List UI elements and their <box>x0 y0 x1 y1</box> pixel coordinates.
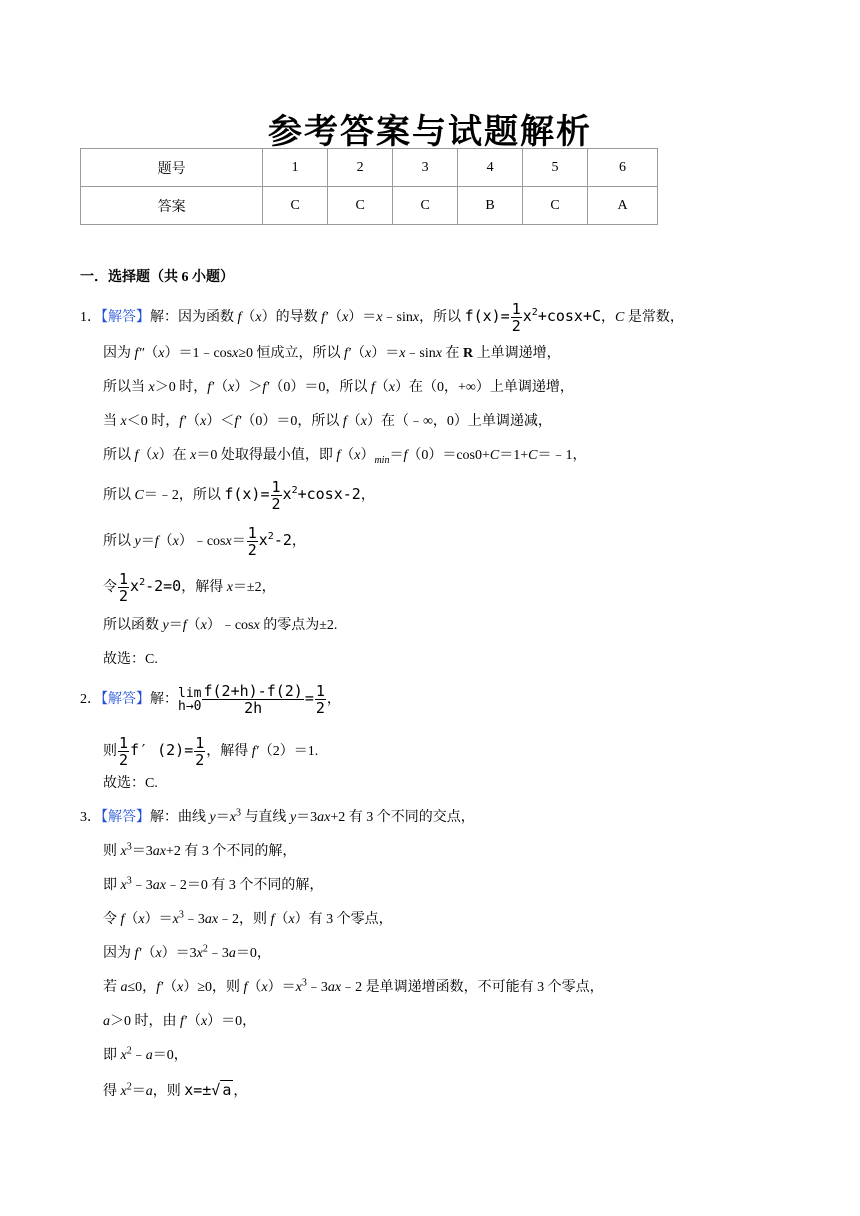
q3-line-5: 因为 $f'(x)=3x^2﹣3a=0$， <box>103 943 271 961</box>
question-number: 2． <box>80 692 101 708</box>
table-cell: C <box>523 187 588 225</box>
q3-line-3: 即 $x^3﹣3ax﹣2=0$ 有 3 个不同的解， <box>103 875 324 893</box>
q1-line-2: 因为 f″（x）＝1﹣cosx≥0 恒成立，所以 f′（x）＝x﹣sinx 在 R 上单调递增， <box>103 346 561 361</box>
question-number: 3． <box>80 810 101 825</box>
q1-line-3: 所以当 x＞0 时，f′（x）＞f′（0）＝0，所以 f（x）在（0，+∞）上单调递增， <box>103 380 574 395</box>
table-cell: B <box>458 187 523 225</box>
table-cell: 3 <box>393 149 458 187</box>
table-cell: 6 <box>588 149 658 187</box>
page-title: 参考答案与试题解析 <box>268 114 592 151</box>
table-cell: C <box>328 187 393 225</box>
q3-line-4: 令 $f(x)=x^3﹣3ax﹣2$，则 f（x）有 3 个零点， <box>103 909 393 927</box>
table-cell: 题号 <box>81 149 263 187</box>
answer-table <box>80 148 658 225</box>
section-title: 一．选择题（共 6 小题） <box>80 270 234 285</box>
q1-line-6: 所以 C＝﹣2，所以 f(x)= $\frac{1}{2}$ $x^2+\cos x-2$， <box>103 478 375 513</box>
table-cell: A <box>588 187 658 225</box>
question-number: 1． <box>80 310 101 326</box>
table-row <box>81 149 658 187</box>
q3-line-8: 即 $x^2﹣a=0$， <box>103 1045 188 1063</box>
answer-tag: 【解答】 <box>101 692 150 708</box>
table-cell: 5 <box>523 149 588 187</box>
table-cell: 答案 <box>81 187 263 225</box>
table-row <box>81 187 658 225</box>
q2-line-2: 则 $\frac{1}{2}$ f′ (2)= $\frac{1}{2}$ ，解得 f′（2）＝1. <box>103 734 319 769</box>
table-cell: C <box>263 187 328 225</box>
q3-line-1: 3．【解答】解：曲线 $y=x^3$ 与直线 y＝3ax+2 有 3 个不同的交点， <box>80 807 475 825</box>
q2-conclusion: 故选：C. <box>103 776 158 791</box>
q1-line-7: 所以 y＝f（x）﹣cosx＝ $\frac{1}{2}$ $x^2-2$， <box>103 524 306 559</box>
q1-conclusion: 故选：C. <box>103 652 158 667</box>
q3-line-7: a＞0 时，由 f′（x）＝0， <box>103 1014 257 1029</box>
q2-line-1: 2．【解答】解： lim h→0 $\frac{f(2+h)-f(2)}{2h}$ = $\frac{1}{2}$ ， <box>80 682 341 717</box>
q1-line-1: 1．【解答】解：因为函数 f（x）的导数 f′（x）＝x﹣sinx，所以 f(x)= $\frac{1}{2}$ $x^2+\cos x+C$，C 是常数， <box>80 300 684 335</box>
table-cell: 2 <box>328 149 393 187</box>
q1-line-9: 所以函数 y＝f（x）﹣cosx 的零点为±2. <box>103 618 338 633</box>
table-cell: 1 <box>263 149 328 187</box>
answer-tag: 【解答】 <box>101 310 150 326</box>
q1-line-8: 令 $\frac{1}{2}$ $x^2-2=0$，解得 x＝±2， <box>103 570 276 605</box>
table-cell: C <box>393 187 458 225</box>
q3-line-9: 得 $x^2=a$，则 x=±√ a ， <box>103 1081 248 1099</box>
q3-line-2: 则 $x^3=3ax+2$ 有 3 个不同的解， <box>103 841 297 859</box>
q3-line-6: 若 a≤0，f′（x）≥0，则 $f(x)=x^3﹣3ax﹣2$ 是单调递增函数，不可能有 3 个零点， <box>103 977 604 995</box>
q1-line-5: 所以 f（x）在 x＝0 处取得最小值，即 $f(x)_{min}=f(0)=\cos 0+C=1+C=﹣1$， <box>103 448 587 466</box>
answer-tag: 【解答】 <box>101 810 150 825</box>
q1-line-4: 当 x＜0 时，f′（x）＜f′（0）＝0，所以 f（x）在（﹣∞，0）上单调递减， <box>103 414 552 429</box>
table-cell: 4 <box>458 149 523 187</box>
